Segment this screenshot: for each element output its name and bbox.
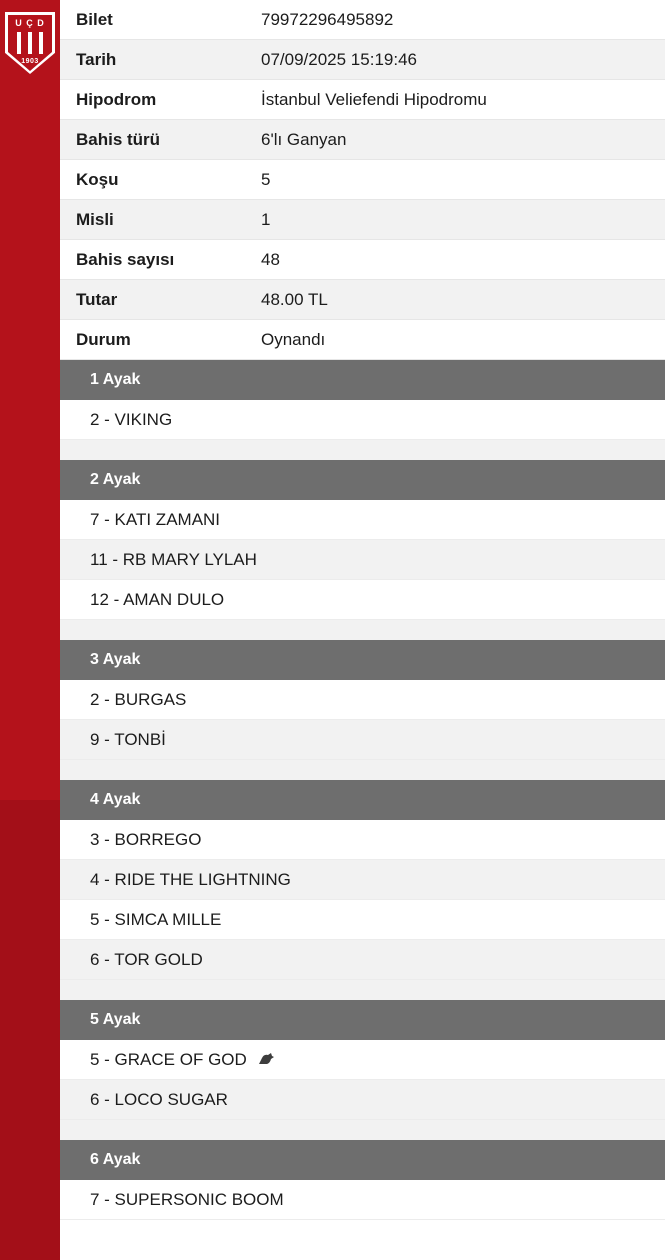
leg-header: 5 Ayak [60, 1000, 665, 1040]
detail-value: 6'lı Ganyan [261, 129, 347, 149]
horse-row[interactable] [60, 500, 665, 540]
left-brand-rail [0, 0, 60, 1260]
detail-row [60, 40, 665, 80]
horse-row[interactable] [60, 680, 665, 720]
horse-row[interactable] [60, 1180, 665, 1220]
detail-row [60, 120, 665, 160]
detail-label: Tutar [76, 289, 118, 309]
leg-header: 2 Ayak [60, 460, 665, 500]
stripes-icon [17, 32, 43, 54]
detail-row [60, 80, 665, 120]
horse-row[interactable] [60, 900, 665, 940]
ticket-details-table [60, 0, 665, 360]
leg-gap [60, 620, 665, 640]
detail-value: 48 [261, 249, 280, 269]
detail-value: 48.00 TL [261, 289, 328, 309]
detail-label: Misli [76, 209, 114, 229]
horse-label: 5 - SIMCA MILLE [90, 909, 222, 929]
horse-label: 11 - RB MARY LYLAH [90, 549, 257, 569]
ticket-content [60, 0, 665, 1260]
leg-gap [60, 1120, 665, 1140]
horse-row[interactable] [60, 860, 665, 900]
horse-row[interactable] [60, 580, 665, 620]
detail-label: Durum [76, 329, 131, 349]
horse-label: 3 - BORREGO [90, 829, 202, 849]
detail-value: Oynandı [261, 329, 326, 349]
horse-row[interactable] [60, 940, 665, 980]
leg-header: 4 Ayak [60, 780, 665, 820]
detail-row [60, 160, 665, 200]
club-logo [5, 12, 55, 74]
detail-value: 5 [261, 169, 271, 189]
horse-label: 5 - GRACE OF GOD [90, 1049, 247, 1069]
detail-label: Tarih [76, 49, 117, 69]
leg-header: 6 Ayak [60, 1140, 665, 1180]
detail-value: İstanbul Veliefendi Hipodromu [261, 89, 487, 109]
detail-row [60, 320, 665, 360]
horse-row[interactable] [60, 1080, 665, 1120]
logo-letters: U Ç D [15, 18, 45, 28]
horse-label: 12 - AMAN DULO [90, 589, 225, 609]
detail-label: Bilet [76, 9, 113, 29]
horse-label: 2 - VIKING [90, 409, 173, 429]
detail-label: Hipodrom [76, 89, 157, 109]
logo-year: 1903 [21, 58, 39, 65]
detail-label: Bahis türü [76, 129, 161, 149]
horse-label: 6 - TOR GOLD [90, 949, 203, 969]
horse-label: 7 - SUPERSONIC BOOM [90, 1189, 284, 1209]
detail-row [60, 280, 665, 320]
ticket-legs-list [60, 360, 665, 1220]
horse-row[interactable] [60, 820, 665, 860]
detail-row [60, 0, 665, 40]
horse-label: 2 - BURGAS [90, 689, 187, 709]
horse-label: 4 - RIDE THE LIGHTNING [90, 869, 291, 889]
detail-value: 1 [261, 209, 271, 229]
detail-label: Bahis sayısı [76, 249, 175, 269]
leg-header: 3 Ayak [60, 640, 665, 680]
detail-row [60, 240, 665, 280]
detail-row [60, 200, 665, 240]
horse-icon [257, 1051, 275, 1071]
rail-shade [0, 800, 60, 1260]
leg-gap [60, 440, 665, 460]
horse-row[interactable] [60, 540, 665, 580]
horse-row[interactable] [60, 1040, 665, 1080]
horse-label: 9 - TONBİ [90, 729, 166, 749]
horse-label: 6 - LOCO SUGAR [90, 1089, 228, 1109]
horse-label: 7 - KATI ZAMANI [90, 509, 221, 529]
detail-value: 07/09/2025 15:19:46 [261, 49, 417, 69]
detail-label: Koşu [76, 169, 119, 189]
leg-gap [60, 980, 665, 1000]
leg-header: 1 Ayak [60, 360, 665, 400]
horse-row[interactable] [60, 720, 665, 760]
detail-value: 79972296495892 [261, 9, 394, 29]
leg-gap [60, 760, 665, 780]
horse-row[interactable] [60, 400, 665, 440]
